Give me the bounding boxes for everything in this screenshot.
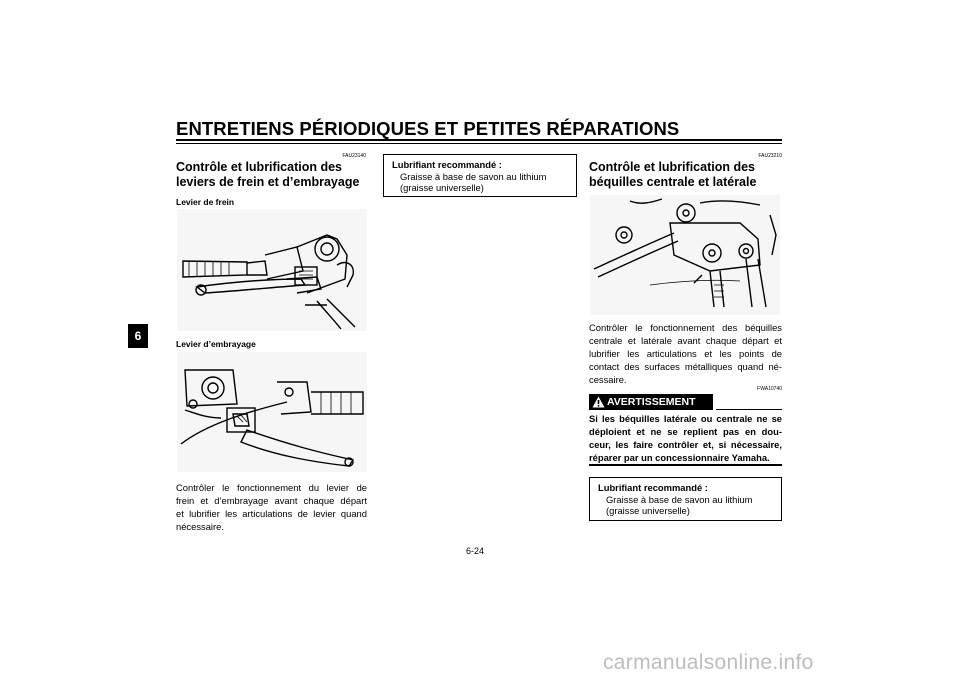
section-code-right: FAU23210 (758, 153, 782, 159)
lubricant-box-line: (graisse universelle) (606, 505, 690, 516)
right-body-line: contact des surfaces métalliques quand né- (589, 361, 782, 372)
section-title-right-line2: béquilles centrale et latérale (589, 175, 757, 189)
chapter-tab: 6 (128, 324, 148, 348)
warning-line: réparer par un concessionnaire Yamaha. (589, 452, 770, 463)
warning-line: Si les béquilles latérale ou centrale ne se (589, 413, 782, 424)
lubricant-box-right (589, 477, 782, 521)
section-title-left-line2: leviers de frein et d’embrayage (176, 175, 360, 189)
clutch-lever-illustration (177, 352, 367, 472)
page-number: 6-24 (466, 546, 485, 556)
section-title-right-line1: Contrôle et lubrification des (589, 160, 755, 174)
header-rule-thin (176, 143, 782, 144)
left-body-line: nécessaire. (176, 521, 224, 532)
lubricant-box-middle (383, 154, 577, 197)
left-body-line: et lubrifier les articulations de levier quand (176, 508, 367, 519)
lubricant-box-title: Lubrifiant recommandé : (598, 482, 708, 493)
brake-lever-illustration (177, 209, 367, 331)
clutch-lever-label: Levier d’embrayage (176, 339, 256, 349)
left-body-paragraph (176, 481, 367, 533)
warning-triangle-icon (589, 394, 607, 410)
stands-illustration (590, 195, 780, 315)
lubricant-box-title: Lubrifiant recommandé : (392, 159, 502, 170)
warning-rule-top (716, 409, 782, 410)
header-rule-thick (176, 139, 782, 141)
section-title-left (176, 160, 359, 190)
warning-code: FWA10740 (757, 386, 782, 392)
warning-line: ceur, les faire contrôler et, si nécessaire, (589, 439, 782, 450)
watermark-text: carmanualsonline.info (603, 651, 814, 674)
brake-lever-label: Levier de frein (176, 197, 235, 207)
lubricant-box-line: Graisse à base de savon au lithium (400, 170, 547, 182)
section-title-left-line1: Contrôle et lubrification des (176, 160, 342, 174)
left-body-line: frein et d’embrayage avant chaque départ (176, 495, 367, 506)
right-body-paragraph (589, 321, 782, 386)
right-body-line: cessaire. (589, 374, 627, 385)
warning-label (589, 394, 713, 410)
warning-label-text: AVERTISSEMENT (607, 396, 696, 408)
section-code-left: FAU23140 (342, 153, 366, 159)
left-body-line: Contrôler le fonctionnement du levier de (176, 482, 367, 493)
warning-text (589, 412, 782, 464)
section-title-right (589, 160, 756, 190)
warning-line: déploient et ne se replient pas en dou- (589, 426, 782, 437)
right-body-line: centrale et latérale avant chaque départ et (589, 335, 782, 346)
right-body-line: Contrôler le fonctionnement des béquilles (589, 322, 782, 333)
lubricant-box-line: Graisse à base de savon au lithium (606, 493, 753, 505)
lubricant-box-line: (graisse universelle) (400, 182, 484, 193)
page-header-title: ENTRETIENS PÉRIODIQUES ET PETITES RÉPARATIONS (176, 118, 680, 139)
warning-rule-bottom (589, 464, 782, 466)
right-body-line: lubrifier les articulations et les points de (589, 348, 782, 359)
